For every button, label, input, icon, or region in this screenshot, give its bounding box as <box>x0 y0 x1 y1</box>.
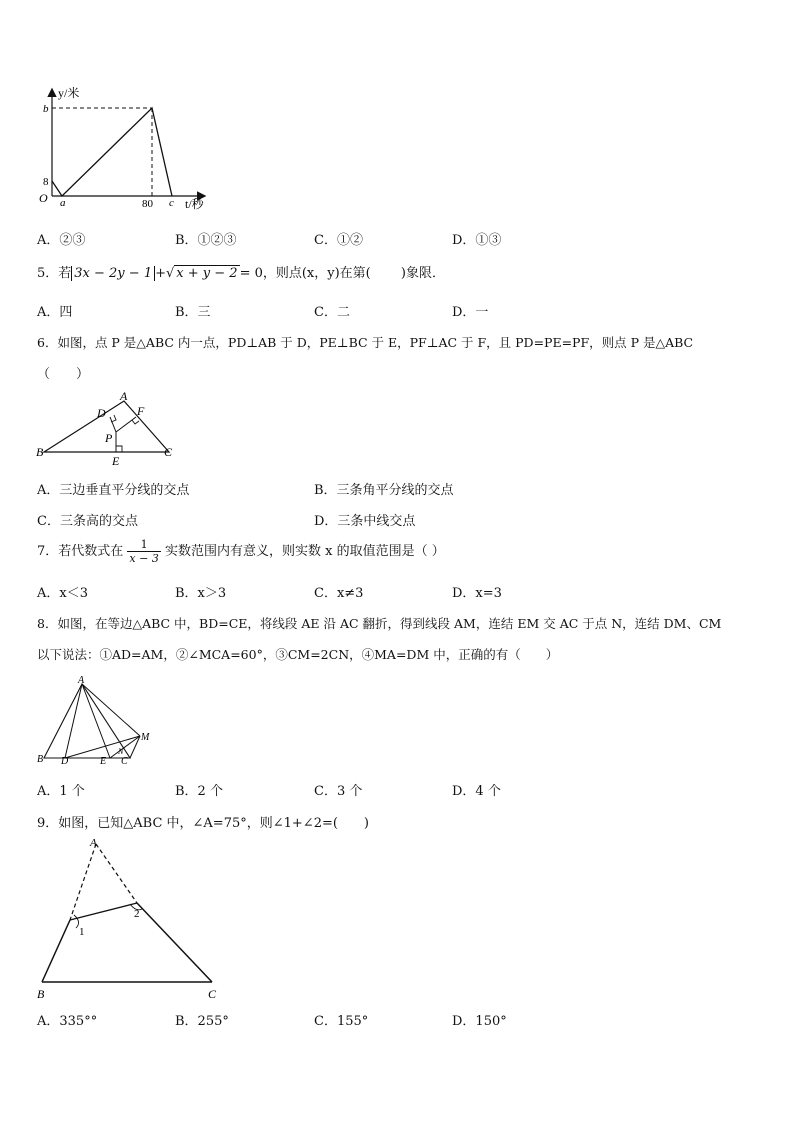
label-b: B <box>37 987 45 1001</box>
q5-stem <box>37 262 445 281</box>
q8-option-a[interactable]: A．1 个 <box>37 784 85 799</box>
label-d: D <box>97 406 106 420</box>
q6-option-d[interactable]: D．三条中线交点 <box>314 514 416 529</box>
q4-option-a[interactable]: A．②③ <box>37 233 86 248</box>
tick-label-8: 8 <box>43 176 49 188</box>
tick-label-c: c <box>169 197 174 209</box>
q8-stem-line1: 8．如图，在等边△ABC 中，BD=CE，将线段 AE 沿 AC 翻折，得到线段 AM，连结 EM 交 AC 于点 N，连结 DM、CM <box>37 616 722 631</box>
q7-option-b[interactable]: B．x＞3 <box>175 586 227 601</box>
q4-option-c[interactable]: C．①② <box>314 233 363 248</box>
side-ab-lower <box>42 920 70 982</box>
q4-option-d[interactable]: D．①③ <box>452 233 502 248</box>
label-f: F <box>137 404 145 418</box>
dashed-side-ac <box>96 844 137 903</box>
cut-segment <box>70 903 137 920</box>
q5-option-c[interactable]: C．二 <box>314 305 350 320</box>
q6-paren: （ ） <box>37 367 90 382</box>
q6-option-c[interactable]: C．三条高的交点 <box>37 514 138 529</box>
q5-abs-expression: 3x − 2y − 1 <box>71 266 155 281</box>
label-angle-1: 1 <box>79 926 85 938</box>
q6-option-b[interactable]: B．三条角平分线的交点 <box>314 483 454 498</box>
q6-stem: 6．如图，点 P 是△ABC 内一点，PD⊥AB 于 D，PE⊥BC 于 E，PF⊥AC 于 F，且 PD=PE=PF，则点 P 是△ABC <box>37 335 694 350</box>
q5-prefix: 5．若 <box>37 266 72 281</box>
q7-option-a[interactable]: A．x＜3 <box>37 586 88 601</box>
q9-stem: 9．如图，已知△ABC 中，∠A=75°，则∠1+∠2=( ) <box>37 816 370 831</box>
origin-label: O <box>39 191 48 205</box>
q7-numerator: 1 <box>127 538 160 552</box>
label-c: C <box>121 756 128 766</box>
label-n: N <box>118 747 124 756</box>
q9-option-a[interactable]: A．335°° <box>37 1014 98 1029</box>
q8-stem-line2: 以下说法：①AD=AM，②∠MCA=60°，③CM=2CN，④MA=DM 中，正确的有（ ） <box>37 647 559 662</box>
q8-option-d[interactable]: D．4 个 <box>452 784 501 799</box>
q5-equals: = 0 <box>239 266 263 281</box>
label-b: B <box>36 445 44 459</box>
right-angle-f <box>132 420 139 424</box>
q5-plus: + <box>155 266 166 281</box>
right-angle-e <box>116 446 122 452</box>
q7-option-c[interactable]: C．x≠3 <box>314 586 364 601</box>
label-c: C <box>164 445 173 459</box>
tick-label-a: a <box>60 197 66 209</box>
graph-line <box>52 108 172 196</box>
label-e: E <box>100 756 107 766</box>
q5-option-d[interactable]: D．一 <box>452 305 489 320</box>
q8-triangle-figure <box>34 674 164 766</box>
q5-sqrt-expression: x + y − 2 <box>176 266 238 281</box>
q5-suffix: ，则点(x，y)在第( )象限． <box>262 266 445 281</box>
q9-option-c[interactable]: C．155° <box>314 1014 369 1029</box>
x-axis-label: t/秒 <box>185 197 204 211</box>
q7-fraction <box>127 538 160 565</box>
q7-stem <box>37 538 445 565</box>
q7-denominator: x − 3 <box>129 552 159 565</box>
label-a: A <box>120 390 128 403</box>
q8-option-b[interactable]: B．2 个 <box>175 784 223 799</box>
q8-option-c[interactable]: C．3 个 <box>314 784 363 799</box>
side-ac-lower <box>137 903 212 982</box>
dashed-side-ab <box>70 844 96 920</box>
q9-triangle-figure <box>30 836 230 1004</box>
q9-option-d[interactable]: D．150° <box>452 1014 507 1029</box>
label-c: C <box>208 987 217 1001</box>
label-angle-2: 2 <box>134 908 140 920</box>
q4-option-b[interactable]: B．①②③ <box>175 233 237 248</box>
distance-time-graph <box>30 84 220 214</box>
label-p: P <box>105 431 113 445</box>
q5-sqrt-sign: √ <box>166 266 175 281</box>
tick-label-80: 80 <box>142 198 153 210</box>
q6-option-a[interactable]: A．三边垂直平分线的交点 <box>37 483 190 498</box>
label-e: E <box>112 454 120 468</box>
label-d: D <box>61 756 69 766</box>
y-axis-label: y/米 <box>58 86 80 100</box>
q5-option-a[interactable]: A．四 <box>37 305 73 320</box>
label-a: A <box>78 675 85 686</box>
q9-option-b[interactable]: B．255° <box>175 1014 229 1029</box>
tick-label-b: b <box>43 103 49 115</box>
q7-suffix: 实数范围内有意义，则实数 x 的取值范围是（ ） <box>164 544 445 559</box>
segment-pf <box>116 417 136 432</box>
label-a: A <box>90 837 97 849</box>
q5-option-b[interactable]: B．三 <box>175 305 211 320</box>
q6-triangle-figure <box>34 390 184 468</box>
segment-pd <box>110 417 116 432</box>
label-b: B <box>37 754 44 765</box>
q7-option-d[interactable]: D．x=3 <box>452 586 502 601</box>
segment-ad <box>65 684 82 758</box>
q7-prefix: 7．若代数式在 <box>37 544 124 559</box>
label-m: M <box>141 732 150 743</box>
angle-1-arc <box>74 915 79 928</box>
